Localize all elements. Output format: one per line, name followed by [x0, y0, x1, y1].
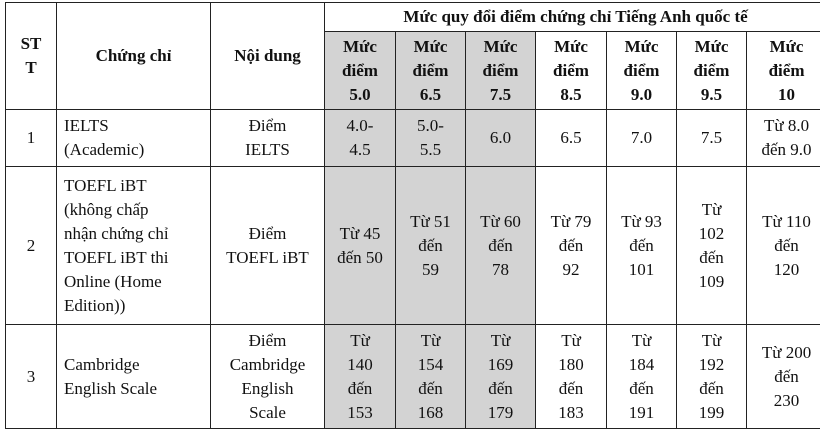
row-number: 3	[6, 325, 57, 429]
value-cell: Từ 200 đến 230	[747, 325, 820, 429]
cert-header: Chứng chỉ	[57, 3, 211, 110]
value-cell: Từ 51 đến 59	[396, 167, 466, 325]
group-header: Mức quy đổi điểm chứng chỉ Tiếng Anh quốc tế	[325, 3, 820, 32]
level-header: Mức điểm 9.0	[607, 32, 677, 110]
value-cell: 7.5	[677, 110, 747, 167]
stt-header: ST T	[6, 3, 57, 110]
value-cell: Từ 8.0 đến 9.0	[747, 110, 820, 167]
value-cell: Từ 169 đến 179	[466, 325, 536, 429]
value-cell: Từ 110 đến 120	[747, 167, 820, 325]
level-header: Mức điểm 9.5	[677, 32, 747, 110]
level-header: Mức điểm 7.5	[466, 32, 536, 110]
value-cell: 5.0- 5.5	[396, 110, 466, 167]
value-cell: 7.0	[607, 110, 677, 167]
value-cell: 6.5	[536, 110, 607, 167]
content-header: Nội dung	[211, 3, 325, 110]
row-number: 1	[6, 110, 57, 167]
value-cell: Từ 184 đến 191	[607, 325, 677, 429]
level-header: Mức điểm 10	[747, 32, 820, 110]
content-cell: Điểm Cambridge English Scale	[211, 325, 325, 429]
value-cell: 6.0	[466, 110, 536, 167]
level-header: Mức điểm 6.5	[396, 32, 466, 110]
content-cell: Điểm IELTS	[211, 110, 325, 167]
value-cell: Từ 140 đến 153	[325, 325, 396, 429]
level-header: Mức điểm 8.5	[536, 32, 607, 110]
cert-name: Cambridge English Scale	[57, 325, 211, 429]
row-number: 2	[6, 167, 57, 325]
value-cell: Từ 180 đến 183	[536, 325, 607, 429]
conversion-table	[5, 2, 820, 429]
value-cell: Từ 102 đến 109	[677, 167, 747, 325]
value-cell: Từ 192 đến 199	[677, 325, 747, 429]
cert-name: IELTS (Academic)	[57, 110, 211, 167]
value-cell: Từ 60 đến 78	[466, 167, 536, 325]
value-cell: Từ 154 đến 168	[396, 325, 466, 429]
table-row	[6, 325, 820, 429]
cert-name: TOEFL iBT (không chấp nhận chứng chỉ TOEFL iBT thi Online (Home Edition))	[57, 167, 211, 325]
value-cell: 4.0- 4.5	[325, 110, 396, 167]
value-cell: Từ 79 đến 92	[536, 167, 607, 325]
header-row-1	[6, 3, 820, 32]
table-row	[6, 167, 820, 325]
content-cell: Điểm TOEFL iBT	[211, 167, 325, 325]
level-header: Mức điểm 5.0	[325, 32, 396, 110]
value-cell: Từ 45 đến 50	[325, 167, 396, 325]
table-row	[6, 110, 820, 167]
value-cell: Từ 93 đến 101	[607, 167, 677, 325]
